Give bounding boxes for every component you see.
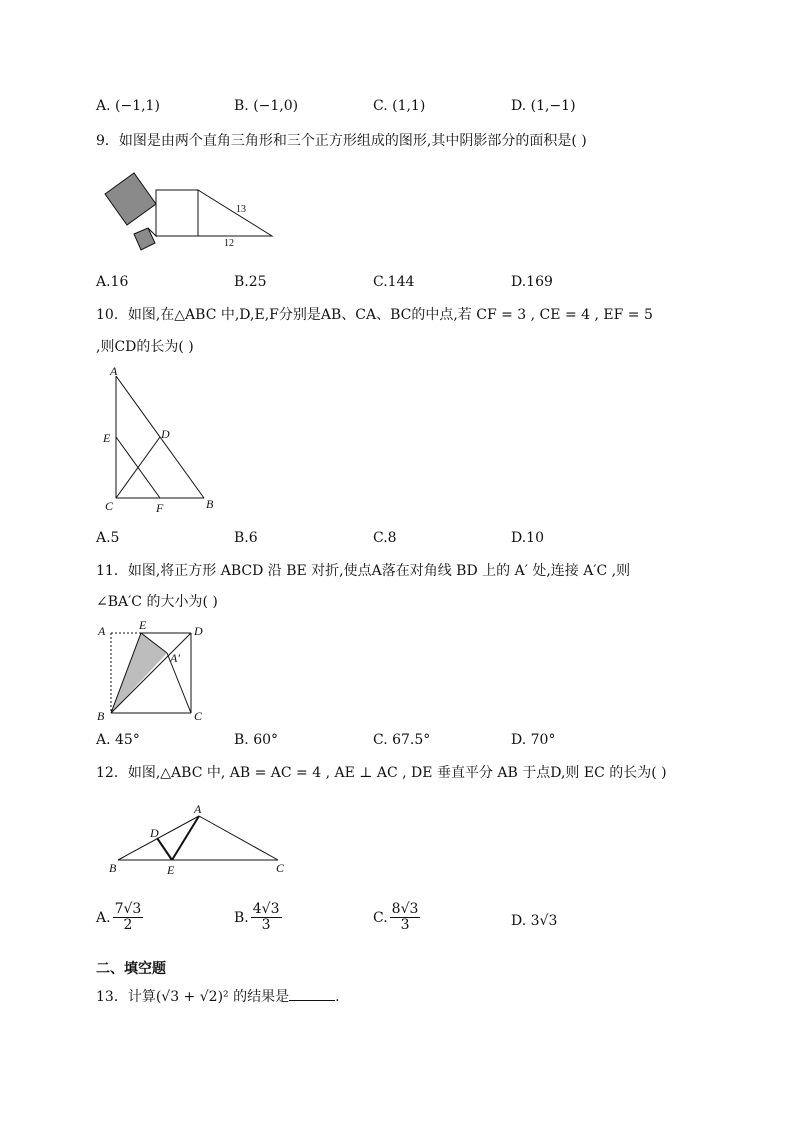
- q11-label-b: B: [97, 709, 105, 723]
- q8-option-b: B. (−1,0): [234, 98, 299, 114]
- q13-end: .: [335, 989, 340, 1005]
- q13-answer-blank: [289, 988, 335, 1001]
- q12-option-b-denominator: 3: [261, 917, 271, 934]
- q12-label-a: A: [194, 802, 202, 816]
- q9-label-12: 12: [224, 238, 234, 249]
- q12-option-a-denominator: 2: [123, 917, 133, 934]
- q12-stem: 12．如图,△ABC 中, AB = AC = 4 , AE ⊥ AC , DE 垂直平分 AB 于点D,则 EC 的长为( ): [96, 765, 667, 781]
- q12-label-c: C: [276, 861, 285, 875]
- q12-option-c-numerator: 8√3: [391, 901, 419, 917]
- q9-option-c: C.144: [373, 274, 415, 290]
- q13-stem: 13．计算(√3 + √2)² 的结果是: [96, 989, 290, 1005]
- q11-label-c: C: [194, 709, 203, 723]
- q12-label-b: B: [109, 861, 117, 875]
- q12-option-a-prefix: A.: [96, 909, 111, 926]
- q11-option-b: B. 60°: [234, 732, 279, 748]
- section-heading-fill-in: 二、填空题: [96, 961, 166, 977]
- q12-label-d: D: [150, 826, 159, 840]
- q9-figure: [100, 168, 280, 252]
- q10-option-a: A.5: [96, 530, 120, 546]
- q10-label-c: C: [105, 499, 114, 513]
- q11-figure: [94, 620, 214, 726]
- q11-option-d: D. 70°: [511, 732, 556, 748]
- q11-label-d: D: [194, 624, 203, 638]
- q9-option-a: A.16: [96, 274, 129, 290]
- q12-option-c-fraction: [390, 902, 421, 934]
- q11-stem-line1: 11．如图,将正方形 ABCD 沿 BE 对折,使点A落在对角线 BD 上的 A′ 处,连接 A′C ,则: [96, 563, 631, 579]
- q12-option-c-prefix: C.: [373, 909, 388, 926]
- q10-label-e: E: [103, 431, 111, 445]
- q11-label-a-prime: A′: [170, 651, 180, 665]
- q10-label-f: F: [156, 501, 164, 515]
- q10-stem-line2: ,则CD的长为( ): [96, 339, 194, 355]
- q8-option-a: A. (−1,1): [96, 98, 160, 114]
- q10-option-b: B.6: [234, 530, 258, 546]
- q12-option-b-prefix: B.: [234, 909, 249, 926]
- q11-option-a: A. 45°: [96, 732, 140, 748]
- q9-option-b: B.25: [234, 274, 267, 290]
- q11-option-c: C. 67.5°: [373, 732, 431, 748]
- q10-label-b: B: [206, 497, 214, 511]
- q10-option-d: D.10: [511, 530, 544, 546]
- q12-option-b: [234, 902, 282, 934]
- q10-option-c: C.8: [373, 530, 397, 546]
- q9-stem: 9．如图是由两个直角三角形和三个正方形组成的图形,其中阴影部分的面积是( ): [96, 133, 587, 149]
- q9-option-d: D.169: [511, 274, 553, 290]
- q12-figure: [104, 800, 294, 880]
- q8-option-d: D. (1,−1): [511, 98, 576, 114]
- q10-stem-line1: 10．如图,在△ABC 中,D,E,F分别是AB、CA、BC的中点,若 CF = 3 , CE = 4 , EF = 5: [96, 307, 653, 323]
- q11-stem-line2: ∠BA′C 的大小为( ): [96, 594, 218, 610]
- q12-option-c-denominator: 3: [400, 917, 410, 934]
- q12-option-a-fraction: [113, 902, 144, 934]
- q12-option-a: [96, 902, 143, 934]
- q10-label-a: A: [110, 364, 118, 378]
- q11-label-e: E: [139, 620, 147, 632]
- q12-option-b-fraction: [251, 902, 282, 934]
- q9-label-13: 13: [236, 204, 246, 215]
- q11-label-a: A: [98, 624, 106, 638]
- q10-label-d: D: [161, 427, 170, 441]
- q12-option-a-numerator: 7√3: [114, 901, 142, 917]
- q12-option-d: D. 3√3: [511, 913, 558, 929]
- q8-option-c: C. (1,1): [373, 98, 426, 114]
- q10-figure: [100, 362, 230, 518]
- q12-option-c: [373, 902, 420, 934]
- q12-label-e: E: [167, 863, 175, 877]
- q12-option-b-numerator: 4√3: [252, 901, 280, 917]
- q13-line: [96, 986, 340, 1006]
